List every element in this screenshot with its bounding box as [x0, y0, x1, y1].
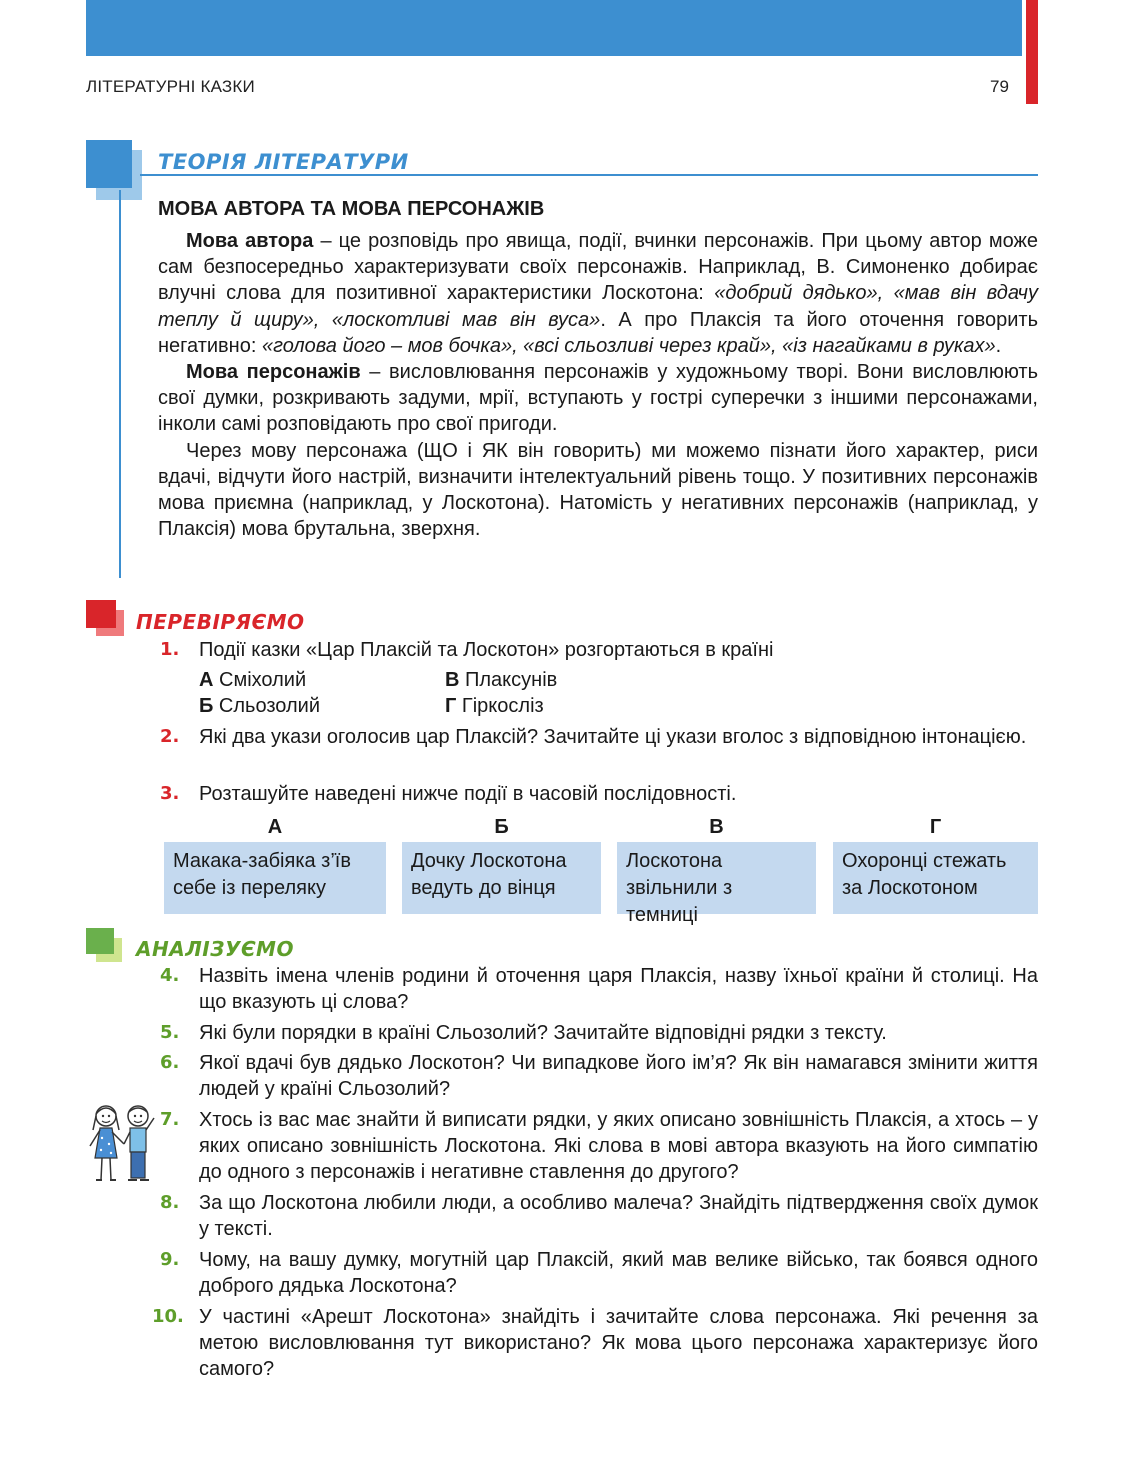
theory-paragraph-1 — [158, 228, 1038, 359]
question-8 — [160, 1190, 1038, 1242]
question-number: 5. — [160, 1022, 180, 1043]
theory-underline — [140, 174, 1038, 176]
analyze-section-label: АНАЛІЗУЄМО — [136, 937, 294, 961]
option-text: Сміхолий — [213, 669, 307, 691]
running-title: ЛІТЕРАТУРНІ КАЗКИ — [86, 77, 255, 96]
option-letter: А — [199, 669, 214, 691]
question-number: 8. — [160, 1192, 180, 1213]
theory-body — [158, 228, 1038, 542]
theory-paragraph-2 — [158, 359, 1038, 438]
question-text: У частині «Арешт Лоскотона» знайдіть і зачитайте слова персонажа. Які речення за метою висловлювання тут використано? Як мова цього персонажа характеризує його самого? — [199, 1306, 1038, 1381]
theory-heading: МОВА АВТОРА ТА МОВА ПЕРСОНАЖІВ — [158, 198, 545, 220]
question-number: 2. — [160, 726, 180, 747]
option-v — [445, 667, 557, 693]
card-letter-b: Б — [494, 816, 509, 838]
question-text: Які були порядки в країні Сльозолий? Зачитайте відповідні рядки з тексту. — [199, 1022, 887, 1044]
theory-section-label: ТЕОРІЯ ЛІТЕРАТУРИ — [158, 150, 409, 174]
event-card-g[interactable]: Охоронці стежать за Лоскотоном — [833, 842, 1038, 914]
option-letter: Б — [199, 695, 214, 717]
page-edge-marker — [1026, 0, 1038, 104]
question-text: Розташуйте наведені нижче події в часовій послідовності. — [199, 783, 737, 805]
question-number: 9. — [160, 1249, 180, 1270]
check-square-dark — [86, 600, 116, 628]
paragraph-text: . — [995, 334, 1002, 357]
question-number: 3. — [160, 783, 180, 804]
option-g — [445, 693, 544, 719]
event-card-a[interactable]: Макака-забіяка з’їв себе із переляку — [164, 842, 386, 914]
question-number: 7. — [160, 1109, 180, 1130]
event-card-v[interactable]: Лоскотона звільнили з темниці — [617, 842, 816, 914]
question-6 — [160, 1050, 1038, 1102]
question-7 — [160, 1107, 1038, 1186]
question-3 — [160, 781, 1038, 807]
check-section-label: ПЕРЕВІРЯЄМО — [136, 610, 305, 634]
paragraph-text: – це розповідь про явища, події, вчинки персонажів. При цьому автор може сам безпосередньо характеризувати своїх персонажів. Наприклад, В. Симоненко добирає влучні слова для позитивної характеристики Лоскотона: — [158, 230, 1038, 305]
question-text: Які два укази оголосив цар Плаксій? Зачитайте ці укази вголос з відповідною інтонацією. — [199, 726, 1027, 748]
question-text: За що Лоскотона любили люди, а особливо малеча? Знайдіть підтвердження своїх думок у тексті. — [199, 1192, 1038, 1241]
kids-pair-icon — [84, 1100, 164, 1190]
paragraph-text: – висловлювання персонажів у художньому творі. Вони висловлюють свої думки, розкривають задуми, мрії, вступають у гострі суперечки з іншими персонажами, інколи самі розповідають про свої пригоди. — [158, 361, 1038, 436]
option-b — [199, 693, 320, 719]
quote: «голова його – мов бочка», «всі сльозливі через край», «із нагайками в руках» — [261, 334, 996, 357]
analyze-square-dark — [86, 928, 114, 954]
option-text: Гіркосліз — [456, 695, 544, 717]
option-letter: Г — [445, 695, 457, 717]
term-character-speech: Мова персонажів — [186, 361, 361, 384]
question-number: 6. — [160, 1052, 180, 1073]
question-4 — [160, 963, 1038, 1015]
question-number: 10. — [152, 1306, 184, 1327]
theory-square-dark — [86, 140, 132, 188]
event-card-b[interactable]: Дочку Лоскотона ведуть до вінця — [402, 842, 601, 914]
card-letter-a: А — [267, 816, 283, 838]
question-text: Якої вдачі був дядько Лоскотон? Чи випадкове його ім’я? Як він намагався змінити життя людей у країні Сльозолий? — [199, 1052, 1038, 1101]
question-5 — [160, 1020, 1038, 1046]
question-10 — [152, 1304, 1038, 1383]
option-a — [199, 667, 306, 693]
question-text: Хтось із вас має знайти й виписати рядки, у яких описано зовнішність Плаксія, а хтось – у яких описано зовнішність Лоскотона. Які слова в мові автора вказують на його симпатію до одного з персонажів і негативне ставлення до другого? — [199, 1109, 1038, 1184]
card-letter-v: В — [709, 816, 724, 838]
question-number: 4. — [160, 965, 180, 986]
option-letter: В — [445, 669, 460, 691]
card-letter-g: Г — [929, 816, 942, 838]
term-author-speech: Мова автора — [186, 230, 314, 252]
theory-paragraph-3: Через мову персонажа (ЩО і ЯК він говорить) ми можемо пізнати його характер, риси вдачі, відчути його настрій, визначити інтелектуальний рівень тощо. У позитивних персонажів мова приємна (наприклад, у Лоскотона). Натомість у негативних персонажів (наприклад, у Плаксія) мова брутальна, зверхня. — [158, 439, 1038, 541]
question-9 — [160, 1247, 1038, 1299]
quote: «добрий дядько», «мав він вдачу теплу й щиру», «лоскотливі мав він вуса» — [158, 282, 1038, 331]
option-text: Сльозолий — [213, 695, 321, 717]
question-1 — [160, 637, 1038, 663]
question-text: Чому, на вашу думку, могутній цар Плаксій, який мав велике військо, так боявся одного доброго дядька Лоскотона? — [199, 1249, 1038, 1298]
top-color-band — [86, 0, 1022, 56]
question-text: Події казки «Цар Плаксій та Лоскотон» розгортаються в країні — [199, 639, 774, 661]
option-text: Плаксунів — [459, 669, 558, 691]
page-number: 79 — [990, 77, 1009, 96]
question-number: 1. — [160, 639, 180, 660]
question-2 — [160, 724, 1038, 750]
theory-side-line — [119, 190, 121, 578]
paragraph-text: . А про Плаксія та його оточення говорить негативно: — [158, 308, 1038, 357]
question-text: Назвіть імена членів родини й оточення царя Плаксія, назву їхньої країни й столиці. На що вказують ці слова? — [199, 965, 1038, 1014]
